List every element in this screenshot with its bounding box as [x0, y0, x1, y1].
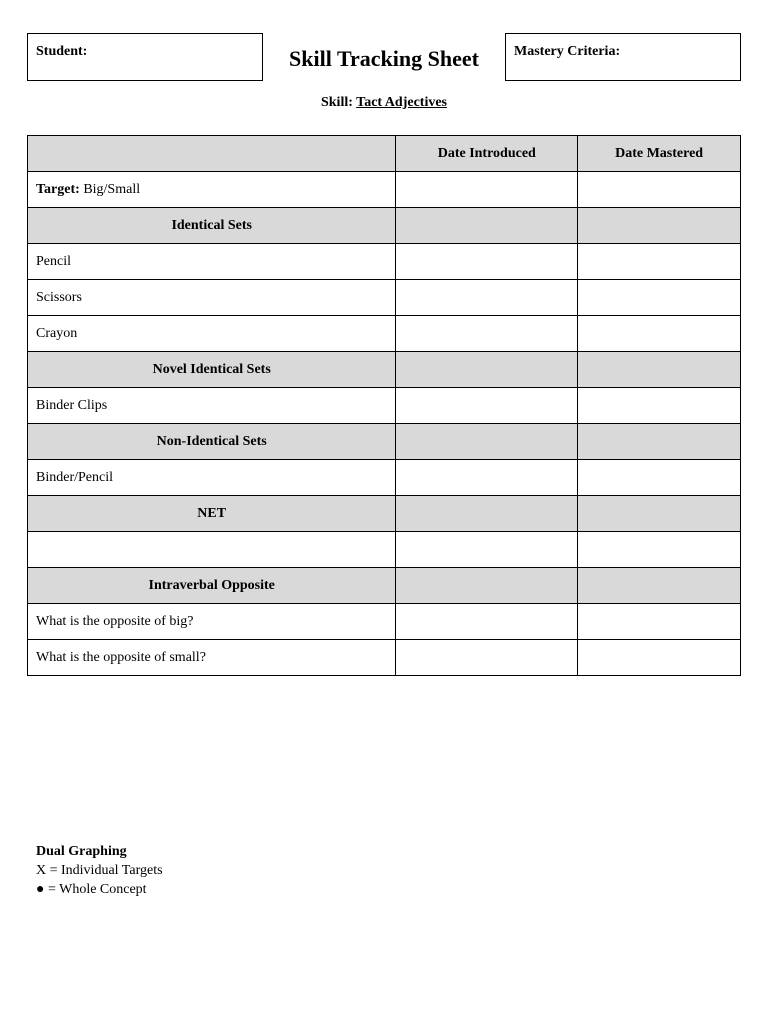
date-mastered-cell[interactable] — [578, 604, 741, 640]
target-label-value: Big/Small — [79, 181, 141, 197]
section-row — [28, 496, 741, 532]
date-mastered-cell[interactable] — [578, 460, 741, 496]
skill-tracking-table — [27, 135, 741, 676]
date-mastered-cell[interactable] — [578, 172, 741, 208]
table-header-row — [28, 136, 741, 172]
date-introduced-cell[interactable] — [396, 388, 578, 424]
item-label-cell: What is the opposite of small? — [28, 640, 396, 676]
date-mastered-cell[interactable] — [578, 280, 741, 316]
date-mastered-cell[interactable] — [578, 424, 741, 460]
column-header-label — [28, 136, 396, 172]
section-row — [28, 568, 741, 604]
table-row — [28, 388, 741, 424]
date-introduced-cell[interactable] — [396, 460, 578, 496]
table-row — [28, 532, 741, 568]
table-row — [28, 172, 741, 208]
column-header-date-mastered: Date Mastered — [578, 136, 741, 172]
date-mastered-cell[interactable] — [578, 316, 741, 352]
student-label: Student: — [36, 44, 88, 59]
section-label-cell: Non-Identical Sets — [28, 424, 396, 460]
table-row — [28, 316, 741, 352]
date-mastered-cell[interactable] — [578, 388, 741, 424]
legend-title: Dual Graphing — [36, 844, 127, 859]
date-introduced-cell[interactable] — [396, 280, 578, 316]
section-label-cell: Novel Identical Sets — [28, 352, 396, 388]
mastery-criteria-field[interactable] — [505, 33, 741, 81]
date-mastered-cell[interactable] — [578, 640, 741, 676]
date-introduced-cell[interactable] — [396, 568, 578, 604]
date-introduced-cell[interactable] — [396, 208, 578, 244]
item-label-cell — [28, 532, 396, 568]
date-introduced-cell[interactable] — [396, 424, 578, 460]
section-row — [28, 208, 741, 244]
section-row — [28, 352, 741, 388]
section-label-cell: Intraverbal Opposite — [28, 568, 396, 604]
table-row — [28, 604, 741, 640]
date-mastered-cell[interactable] — [578, 208, 741, 244]
target-label-prefix: Target: — [36, 181, 80, 197]
item-label-cell: Pencil — [28, 244, 396, 280]
target-label-cell — [28, 172, 396, 208]
date-introduced-cell[interactable] — [396, 496, 578, 532]
item-label-cell: Binder Clips — [28, 388, 396, 424]
section-row — [28, 424, 741, 460]
date-introduced-cell[interactable] — [396, 316, 578, 352]
table-row — [28, 280, 741, 316]
section-label-cell: Identical Sets — [28, 208, 396, 244]
legend-whole-concept: ● = Whole Concept — [36, 882, 147, 897]
skill-label: Skill: — [320, 95, 353, 110]
date-introduced-cell[interactable] — [396, 244, 578, 280]
date-introduced-cell[interactable] — [396, 640, 578, 676]
date-mastered-cell[interactable] — [578, 568, 741, 604]
item-label-cell: Crayon — [28, 316, 396, 352]
student-field[interactable] — [27, 33, 263, 81]
item-label-cell: Scissors — [28, 280, 396, 316]
table-row — [28, 244, 741, 280]
mastery-criteria-label: Mastery Criteria: — [514, 44, 621, 59]
section-label-cell: NET — [28, 496, 396, 532]
item-label-cell: Binder/Pencil — [28, 460, 396, 496]
item-label-cell: What is the opposite of big? — [28, 604, 396, 640]
date-introduced-cell[interactable] — [396, 172, 578, 208]
table-row — [28, 640, 741, 676]
skill-value: Tact Adjectives — [356, 95, 447, 110]
date-mastered-cell[interactable] — [578, 532, 741, 568]
table-body — [28, 172, 741, 676]
legend — [36, 842, 163, 899]
skill-line — [0, 95, 768, 111]
date-introduced-cell[interactable] — [396, 352, 578, 388]
page-title: Skill Tracking Sheet — [289, 46, 479, 71]
date-introduced-cell[interactable] — [396, 532, 578, 568]
legend-individual-targets: X = Individual Targets — [36, 863, 163, 878]
date-introduced-cell[interactable] — [396, 604, 578, 640]
date-mastered-cell[interactable] — [578, 352, 741, 388]
date-mastered-cell[interactable] — [578, 496, 741, 532]
date-mastered-cell[interactable] — [578, 244, 741, 280]
table-row — [28, 460, 741, 496]
column-header-date-introduced: Date Introduced — [396, 136, 578, 172]
